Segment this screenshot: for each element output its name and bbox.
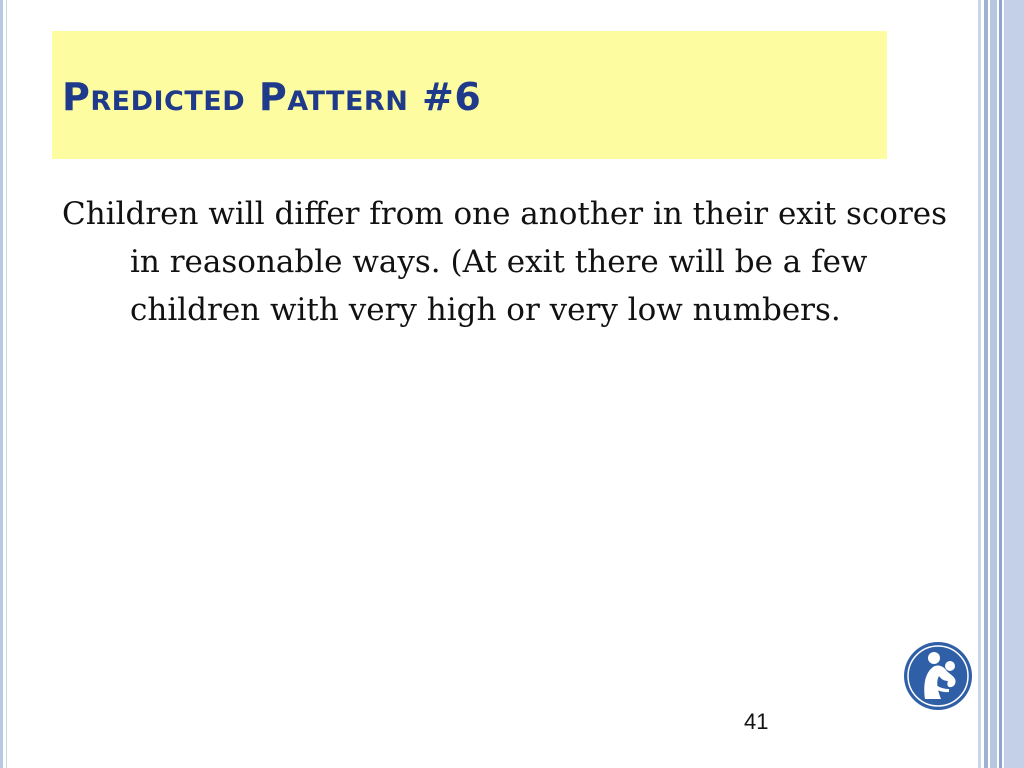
right-decor-stripe [999, 0, 1002, 768]
right-decor-stripe [978, 0, 981, 768]
parent-and-child-logo-icon [903, 641, 973, 711]
right-decor-stripe [990, 0, 997, 768]
slide-body-text: Children will differ from one another in their exit scores in reasonable ways. (At exit there will be a few children with very high or very low numbers. [62, 196, 948, 328]
page-number: 41 [744, 709, 769, 734]
left-border-line [0, 0, 3, 768]
right-decor-stripe [984, 0, 988, 768]
left-border-line-inner [6, 0, 7, 768]
slide-title: Predicted Pattern #6 [62, 75, 482, 119]
right-decor-stripe [1004, 0, 1024, 768]
